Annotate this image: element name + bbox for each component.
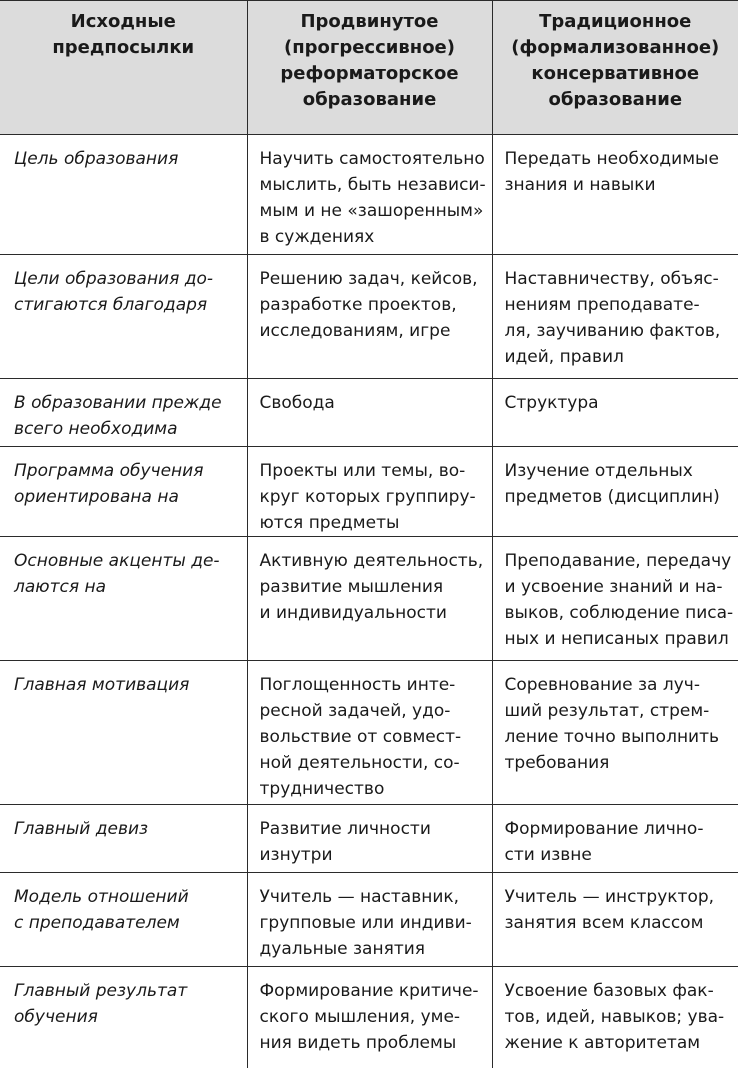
text-line: Главный результат	[14, 981, 188, 1001]
text-line: Преподавание, передачу	[504, 551, 732, 571]
row-label	[0, 447, 247, 537]
text-line: тов, идей, навыков; ува-	[504, 1007, 725, 1027]
table-body	[0, 135, 738, 1068]
table-row	[0, 805, 738, 873]
text-line: мыслить, быть независи-	[259, 175, 486, 195]
text-line: Цели образования до-	[14, 269, 214, 289]
row-label	[0, 379, 247, 447]
text-line: Изучение отдельных	[504, 461, 693, 481]
text-line: лаются на	[14, 577, 107, 597]
header-line: (формализованное)	[511, 37, 720, 58]
text-line: Решению задач, кейсов,	[259, 269, 478, 289]
text-line: обучения	[14, 1007, 98, 1027]
text-line: ского мышления, уме-	[259, 1007, 461, 1027]
row-label	[0, 967, 247, 1068]
traditional-cell	[492, 447, 738, 537]
text-line: ориентирована на	[14, 487, 179, 507]
text-line: ются предметы	[259, 513, 400, 533]
text-line: дуальные занятия	[259, 939, 425, 959]
row-label	[0, 805, 247, 873]
row-label	[0, 873, 247, 967]
text-line: всего необходима	[14, 419, 178, 439]
header-line: реформаторское	[280, 63, 459, 84]
text-line: Передать необходимые	[504, 149, 719, 169]
text-line: Проекты или темы, во-	[259, 461, 466, 481]
row-label	[0, 661, 247, 805]
text-line: ля, заучиванию фактов,	[504, 321, 721, 341]
text-line: Цель образования	[14, 149, 179, 169]
text-line: Свобода	[259, 393, 335, 413]
traditional-cell	[492, 805, 738, 873]
text-line: нениям преподавате-	[504, 295, 700, 315]
traditional-cell	[492, 873, 738, 967]
text-line: групповые или индиви-	[259, 913, 472, 933]
text-line: жение к авторитетам	[504, 1033, 701, 1053]
text-line: знания и навыки	[504, 175, 656, 195]
text-line: ление точно выполнить	[504, 727, 720, 747]
table-row	[0, 135, 738, 255]
progressive-cell	[247, 805, 492, 873]
header-line: Продвинутое	[300, 11, 439, 32]
text-line: разработке проектов,	[259, 295, 457, 315]
traditional-cell	[492, 537, 738, 661]
text-line: развитие мышления	[259, 577, 444, 597]
text-line: ресной задачей, удо-	[259, 701, 451, 721]
text-line: занятия всем классом	[504, 913, 704, 933]
progressive-cell	[247, 379, 492, 447]
text-line: Учитель — инструктор,	[504, 887, 715, 907]
text-line: Главный девиз	[14, 819, 149, 839]
progressive-cell	[247, 537, 492, 661]
traditional-cell	[492, 255, 738, 379]
row-label	[0, 255, 247, 379]
text-line: с преподавателем	[14, 913, 180, 933]
header-line: консервативное	[531, 63, 700, 84]
text-line: Модель отношений	[14, 887, 189, 907]
text-line: Активную деятельность,	[259, 551, 484, 571]
text-line: сти извне	[504, 845, 592, 865]
header-line: (прогрессивное)	[284, 37, 455, 58]
text-line: Программа обучения	[14, 461, 204, 481]
text-line: Формирование лично-	[504, 819, 704, 839]
text-line: и усвоение знаний и на-	[504, 577, 723, 597]
text-line: в суждениях	[259, 227, 375, 247]
text-line: Развитие личности	[259, 819, 431, 839]
header-line: предпосылки	[52, 37, 195, 58]
table-row	[0, 661, 738, 805]
text-line: Соревнование за луч-	[504, 675, 700, 695]
text-line: ший результат, стрем-	[504, 701, 710, 721]
row-label	[0, 135, 247, 255]
traditional-cell	[492, 661, 738, 805]
header-cell-traditional	[492, 1, 738, 135]
traditional-cell	[492, 135, 738, 255]
text-line: Главная мотивация	[14, 675, 190, 695]
text-line: Поглощенность инте-	[259, 675, 456, 695]
table-row	[0, 255, 738, 379]
traditional-cell	[492, 967, 738, 1068]
text-line: ной деятельности, со-	[259, 753, 460, 773]
row-label	[0, 537, 247, 661]
progressive-cell	[247, 135, 492, 255]
text-line: круг которых группиру-	[259, 487, 476, 507]
text-line: требования	[504, 753, 610, 773]
table-row	[0, 967, 738, 1068]
text-line: и индивидуальности	[259, 603, 447, 623]
text-line: вольствие от совмест-	[259, 727, 462, 747]
table-row	[0, 447, 738, 537]
header-line: Исходные	[70, 11, 176, 32]
text-line: исследованиям, игре	[259, 321, 451, 341]
text-line: мым и не «зашоренным»	[259, 201, 484, 221]
text-line: Научить самостоятельно	[259, 149, 485, 169]
table-row	[0, 379, 738, 447]
progressive-cell	[247, 967, 492, 1068]
text-line: Формирование критиче-	[259, 981, 479, 1001]
table-row	[0, 537, 738, 661]
header-cell-premises	[0, 1, 247, 135]
table-header	[0, 1, 738, 135]
text-line: Наставничеству, объяс-	[504, 269, 719, 289]
header-line: образование	[548, 89, 683, 110]
text-line: Структура	[504, 393, 599, 413]
progressive-cell	[247, 873, 492, 967]
text-line: стигаются благодаря	[14, 295, 208, 315]
text-line: ных и неписаных правил	[504, 629, 729, 649]
traditional-cell	[492, 379, 738, 447]
progressive-cell	[247, 661, 492, 805]
header-line: Традиционное	[539, 11, 692, 32]
progressive-cell	[247, 447, 492, 537]
text-line: трудничество	[259, 779, 385, 799]
text-line: Усвоение базовых фак-	[504, 981, 714, 1001]
text-line: Основные акценты де-	[14, 551, 220, 571]
progressive-cell	[247, 255, 492, 379]
text-line: Учитель — наставник,	[259, 887, 460, 907]
header-cell-progressive	[247, 1, 492, 135]
text-line: В образовании прежде	[14, 393, 222, 413]
text-line: выков, соблюдение писа-	[504, 603, 734, 623]
text-line: ния видеть проблемы	[259, 1033, 457, 1053]
text-line: идей, правил	[504, 347, 624, 367]
header-row	[0, 1, 738, 135]
table-row	[0, 873, 738, 967]
header-line: образование	[302, 89, 437, 110]
text-line: предметов (дисциплин)	[504, 487, 720, 507]
text-line: изнутри	[259, 845, 333, 865]
